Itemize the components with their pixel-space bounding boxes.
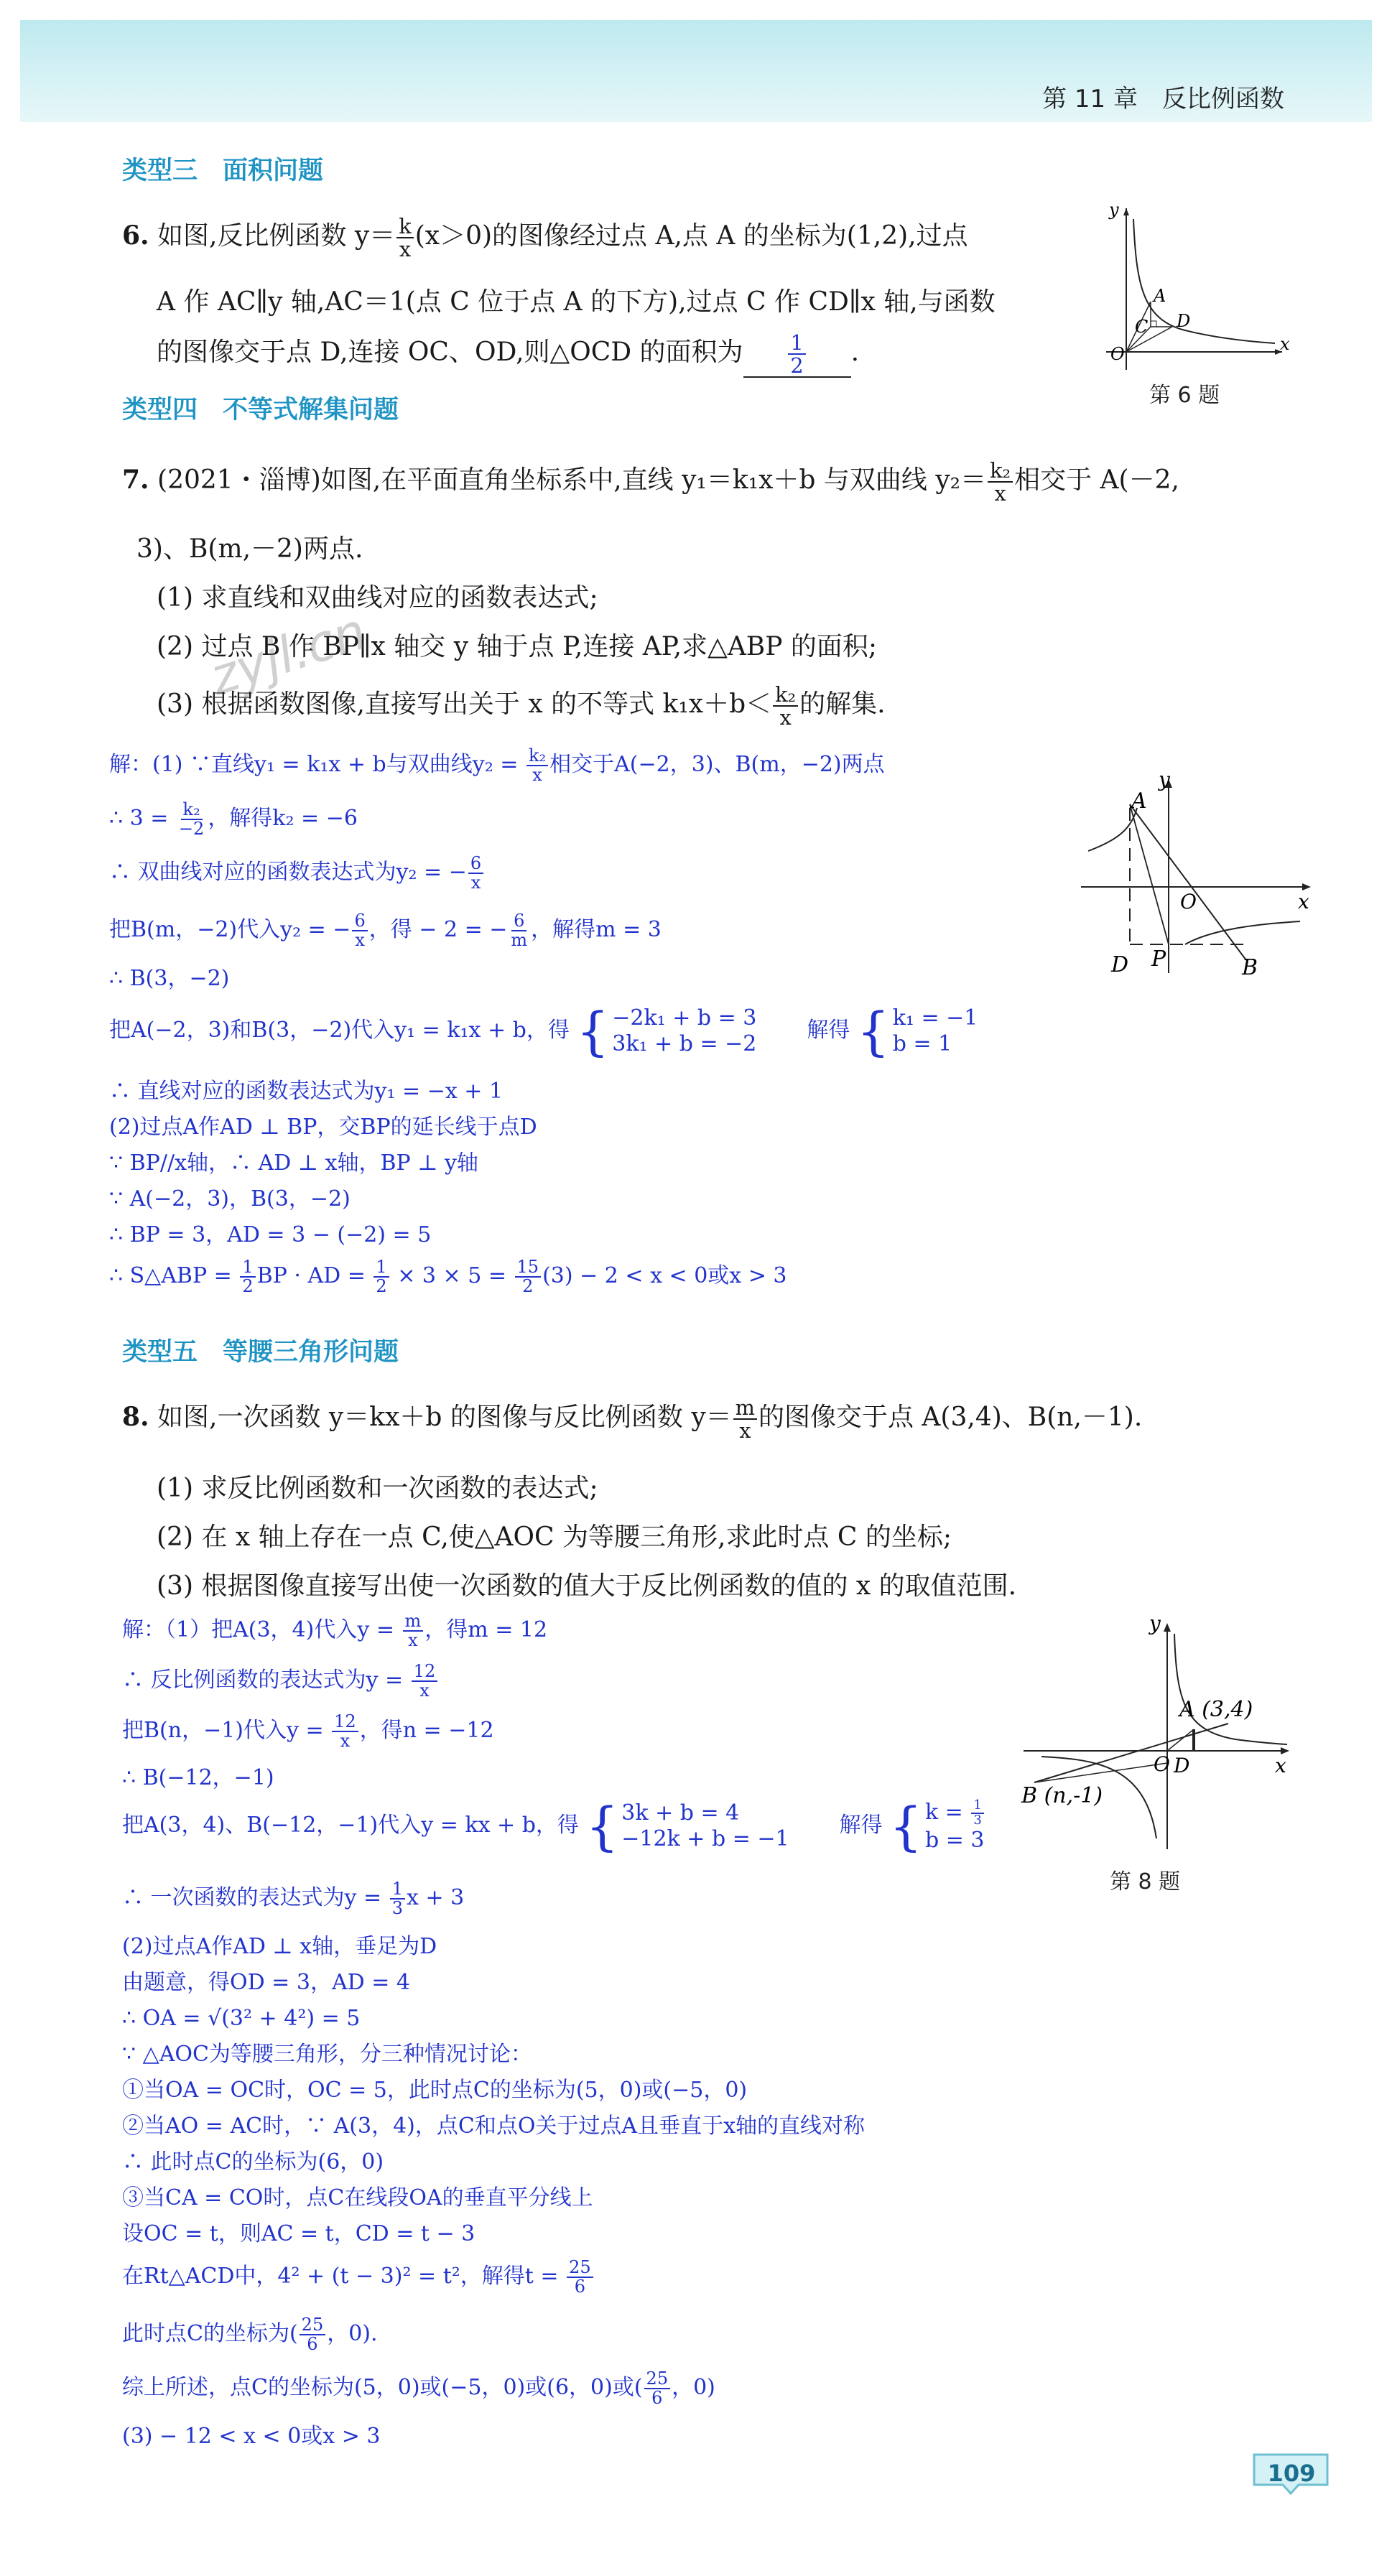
q7-solution-line: 解：(1) ∵直线y₁ = k₁x + b与双曲线y₂ = $\frac{\text{k₂}}{x}$ 相交于A(−2，3)、B(m，−2)两点: [109, 745, 885, 786]
q7-solution-line: (2)过点A作AD ⊥ BP，交BP的延长线于点D: [109, 1115, 537, 1140]
origin-label: O: [1180, 890, 1197, 913]
q8-solution-line: 此时点C的坐标为( $\frac{25}{6}$ ，0).: [122, 2315, 378, 2355]
point-b-label: B (n,-1): [1021, 1783, 1103, 1808]
watermark: zyjl.cn: [203, 601, 373, 707]
question-6-line-2: A 作 AC∥y 轴,AC＝1(点 C 位于点 A 的下方),过点 C 作 CD∥x 轴,与函数: [157, 287, 996, 317]
q8-solution-line: ∴ 此时点C的坐标为(6，0): [122, 2149, 384, 2175]
point-b-label: B: [1242, 955, 1258, 977]
q8-solution-line: ∴ OA = √(3² + 4²) = 5: [122, 2006, 361, 2031]
question-6-line-1: [122, 215, 1092, 260]
q7-text: 相交于 A(－2,: [1014, 465, 1179, 496]
question-7-line-1: [122, 460, 1358, 504]
point-d-label: D: [1111, 952, 1129, 977]
q8-solution-line: (2)过点A作AD ⊥ x轴，垂足为D: [122, 1934, 437, 1959]
point-p-label: P: [1151, 947, 1166, 972]
origin-label: O: [1154, 1752, 1170, 1776]
question-8-part-2: (2) 在 x 轴上存在一点 C,使△AOC 为等腰三角形,求此时点 C 的坐标;: [157, 1522, 952, 1552]
y-axis-label: y: [1149, 1616, 1161, 1635]
q8-solution-line: ∵ △AOC为等腰三角形，分三种情况讨论：: [122, 2042, 532, 2067]
answer-blank: [743, 332, 851, 378]
figure-7: [1074, 772, 1322, 977]
origin-label: O: [1110, 344, 1125, 364]
chapter-title: 第 11 章 反比例函数: [1042, 85, 1284, 113]
question-number: 7.: [122, 465, 149, 496]
question-7-part-1: (1) 求直线和双曲线对应的函数表达式;: [157, 583, 598, 613]
q8-solution-line: 在Rt△ACD中，4² + (t − 3)² = t²，解得t = $\frac{25}{6}$: [122, 2259, 595, 2296]
q8-solution-line: 解：（1）把A(3，4)代入y = $\frac{m}{x}$ ，得m = 12: [122, 1611, 548, 1651]
point-d-label: D: [1177, 311, 1191, 331]
q7-solution-line: 把A(−2，3)和B(3，−2)代入y₁ = k₁x + b，得 { −2k₁ + b = 3 3k₁ + b = −2 解得 { k₁ = −1 b = 1: [109, 1001, 978, 1061]
fraction: $\frac{k}{x}$: [396, 215, 413, 260]
q8-solution-line: 把A(3，4)、B(−12，−1)代入y = kx + b，得 { 3k + b = 4 −12k + b = −1 解得 { k = $\frac{1}{3}$ b = 3: [122, 1795, 985, 1856]
q8-solution-line: ③当CA = CO时，点C在线段OA的垂直平分线上: [122, 2185, 593, 2210]
fraction: $\frac{\text{k₂}}{x}$: [988, 460, 1013, 504]
q7-solution-line: ∵ A(−2，3)，B(3，−2): [109, 1186, 351, 1212]
x-axis-label: x: [1280, 334, 1290, 354]
q7-text: (2021・淄博)如图,在平面直角坐标系中,直线 y₁＝k₁x＋b 与双曲线 y₂＝: [157, 465, 987, 496]
section-title-3: 类型三 面积问题: [122, 157, 324, 185]
q8-solution-line: (3) − 12 < x < 0或x > 3: [122, 2424, 381, 2449]
section-title-5: 类型五 等腰三角形问题: [122, 1338, 399, 1367]
section-title-4: 类型四 不等式解集问题: [122, 396, 399, 424]
q8-solution-line: ①当OA = OC时，OC = 5，此时点C的坐标为(5，0)或(−5，0): [122, 2078, 748, 2103]
x-axis-label: x: [1275, 1754, 1286, 1777]
q6-text: 的图像交于点 D,连接 OC、OD,则△OCD 的面积为: [157, 338, 743, 368]
q8-solution-line: ∴ B(−12，−1): [122, 1765, 274, 1790]
q8-solution-line: ∴ 反比例函数的表达式为y = $\frac{12}{x}$: [122, 1663, 439, 1700]
q6-text: (x＞0)的图像经过点 A,点 A 的坐标为(1,2),过点: [414, 221, 968, 251]
question-8-part-3: (3) 根据图像直接写出使一次函数的值大于反比例函数的值的 x 的取值范围.: [157, 1571, 1017, 1601]
q8-solution-line: 综上所述，点C的坐标为(5，0)或(−5，0)或(6，0)或( $\frac{25}{6}$ ，0): [122, 2368, 715, 2409]
figure-8-caption: 第 8 题: [1110, 1869, 1181, 1894]
figure-8: [1020, 1616, 1293, 1853]
question-7-part-3: (3) 根据函数图像,直接写出关于 x 的不等式 k₁x＋b＜ $\frac{\text{k₂}}{x}$ 的解集.: [157, 682, 886, 730]
q7-solution-line: ∴ BP = 3，AD = 3 − (−2) = 5: [109, 1222, 432, 1247]
q8-solution-line: 把B(n，−1)代入y = $\frac{12}{x}$ ，得n = −12: [122, 1711, 494, 1752]
question-7-line-2: 3)、B(m,－2)两点.: [136, 534, 363, 564]
q7-solution-line: 把B(m，−2)代入y₂ = − $\frac{6}{x}$ ，得 − 2 = − $\frac{6}{m}$ ，解得m = 3: [109, 911, 662, 951]
q7-solution-line: ∴ 直线对应的函数表达式为y₁ = −x + 1: [109, 1079, 504, 1104]
q7-solution-line: ∴ 3 = $\frac{\text{k₂}}{-2}$ ，解得k₂ = −6: [109, 799, 358, 840]
q8-solution-line: ∴ 一次函数的表达式为y = $\frac{1}{3}$ x + 3: [122, 1879, 465, 1919]
question-6-line-3: 的图像交于点 D,连接 OC、OD,则△OCD 的面积为 $\frac{1}{2}$ .: [157, 330, 860, 378]
q7-solution-line: ∴ 双曲线对应的函数表达式为y₂ = − $\frac{6}{x}$: [109, 855, 485, 892]
q7-solution-line: ∴ B(3，−2): [109, 966, 230, 991]
fraction: $\frac{\text{k₂}}{x}$: [773, 684, 798, 728]
fraction: $\frac{m}{x}$: [733, 1397, 757, 1441]
question-8-part-1: (1) 求反比例函数和一次函数的表达式;: [157, 1474, 598, 1503]
page-number: 109: [1267, 2460, 1316, 2487]
q8-solution-line: 由题意，得OD = 3，AD = 4: [122, 1970, 410, 1995]
point-a-label: A: [1131, 789, 1147, 814]
q7-solution-line: ∵ BP//x轴，∴ AD ⊥ x轴，BP ⊥ y轴: [109, 1150, 478, 1176]
question-7-part-2: (2) 过点 B 作 BP∥x 轴交 y 轴于点 P,连接 AP,求△ABP 的面积;: [157, 632, 878, 661]
question-8-line-1: 8. 如图,一次函数 y＝kx＋b 的图像与反比例函数 y＝ $\frac{m}{x}$ 的图像交于点 A(3,4)、B(n,－1).: [122, 1395, 1143, 1443]
y-axis-label: y: [1159, 772, 1170, 791]
y-axis-label: y: [1109, 200, 1119, 220]
point-a-label: A: [1154, 286, 1166, 306]
question-number: 8.: [122, 1402, 149, 1433]
figure-6: [1092, 197, 1293, 370]
q7-solution-line: ∴ S△ABP = $\frac{1}{2}$ BP · AD = $\frac{1}{2}$ × 3 × 5 = $\frac{15}{2}$ (3) − 2 < x < 0或x > 3: [109, 1257, 787, 1297]
fraction: $\frac{1}{2}$: [788, 332, 805, 376]
figure-6-caption: 第 6 题: [1149, 383, 1220, 408]
q8-solution-line: ②当AO = AC时，∵ A(3，4)，点C和点O关于过点A且垂直于x轴的直线对称: [122, 2114, 866, 2139]
point-a-label: A (3,4): [1179, 1697, 1253, 1722]
point-d-label: D: [1174, 1754, 1190, 1777]
x-axis-label: x: [1298, 890, 1309, 913]
question-number: 6.: [122, 220, 149, 251]
q8-solution-line: 设OC = t，则AC = t，CD = t − 3: [122, 2221, 475, 2246]
q6-text: 如图,反比例函数 y＝: [157, 221, 396, 251]
point-c-label: C: [1135, 317, 1149, 337]
